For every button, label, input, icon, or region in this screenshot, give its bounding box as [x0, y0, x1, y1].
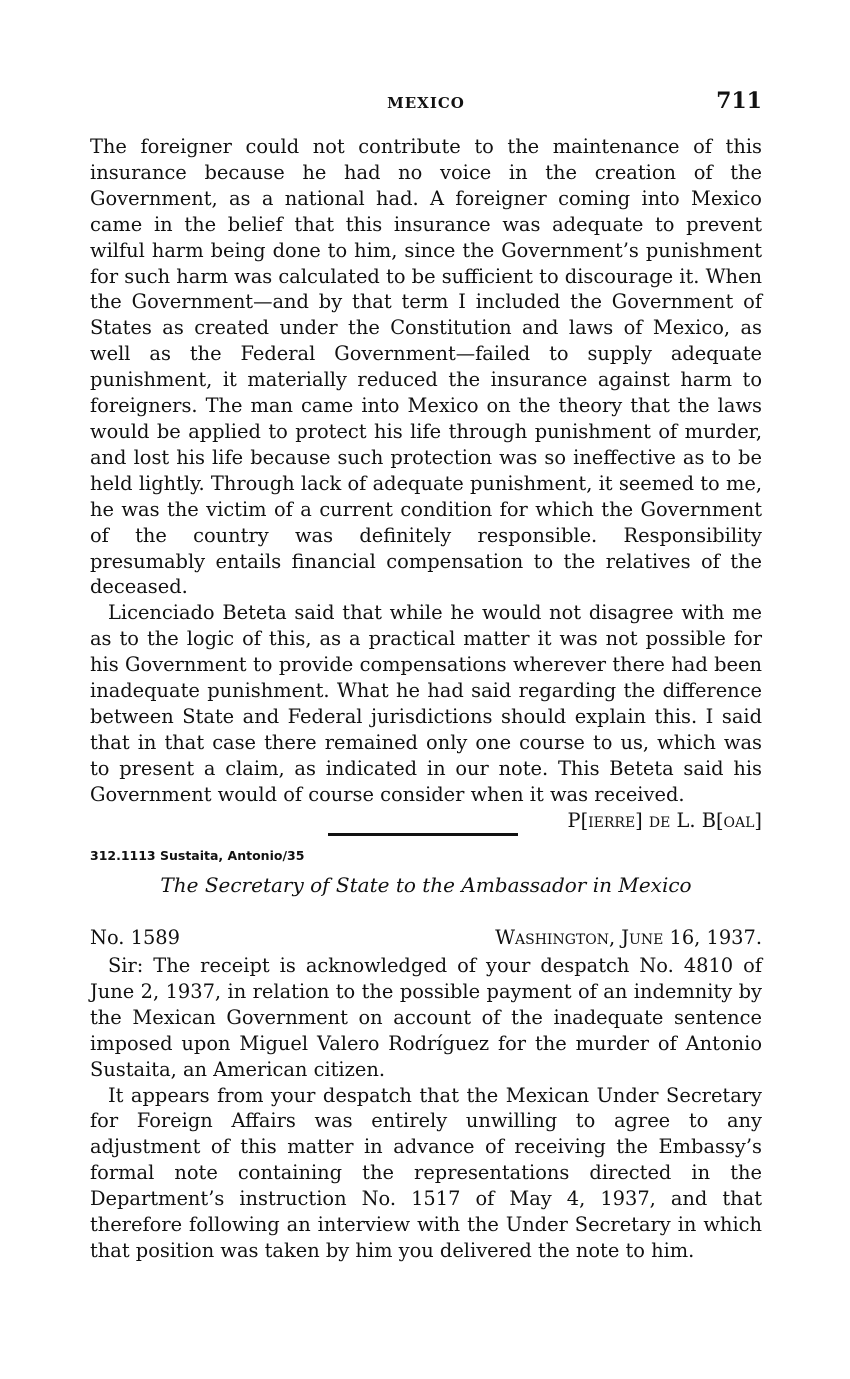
place-date: Washington, June 16, 1937.	[495, 926, 762, 949]
page-header	[90, 88, 762, 118]
document-title: The Secretary of State to the Ambassador in Mexico	[160, 873, 692, 897]
despatch-number: No. 1589	[90, 926, 180, 949]
dateline	[90, 926, 762, 952]
paragraph-insurance: The foreigner could not contribute to the maintenance of this insurance because he had no voice in the creation of the Government, as a national had. A foreigner coming into Mexico came in the belief that this insurance was adequate to prevent wilful harm being done to him, since the Government’s punishment for such harm was calculated to be sufficient to discourage it. When the Government—and by that term I included the Government of States as created under the Constitution and laws of Mexico, as well as the Federal Government—failed to supply adequate punishment, it materially reduced the insurance against harm to foreigners. The man came into Mexico on the theory that the laws would be applied to protect his life through punishment of murder, and lost his life because such protection was so ineffective as to be held lightly. Through lack of adequate punishment, it seemed to me, he was the victim of a current condition for which the Government of the country was definitely responsible. Responsibility presumably entails financial compensation to the relatives of the deceased.	[90, 135, 762, 599]
signature: P[ierre] de L. B[oal]	[567, 808, 762, 832]
section-divider	[328, 833, 518, 836]
body-section-2	[90, 953, 762, 1264]
running-title: MEXICO	[387, 94, 465, 112]
paragraph-despatch: It appears from your despatch that the Mexican Under Secretary for Foreign Affairs was entirely unwilling to agree to any adjustment of this matter in advance of receiving the Embassy’s formal note containing the representations directed in the Department’s instruction No. 1517 of May 4, 1937, and that therefore following an interview with the Under Secretary in which that position was taken by him you delivered the note to him.	[90, 1083, 762, 1262]
body-section-1	[90, 134, 762, 834]
file-reference: 312.1113 Sustaita, Antonio/35	[90, 848, 305, 863]
paragraph-beteta: Licenciado Beteta said that while he would not disagree with me as to the logic of this, as a practical matter it was not possible for his Government to provide compensations wherever there had been inadequate punishment. What he had said regarding the difference between State and Federal jurisdictions should explain this. I said that in that case there remained only one course to us, which was to present a claim, as indicated in our note. This Beteta said his Government would of course consider when it was received.	[90, 601, 762, 806]
page-number: 711	[716, 88, 762, 114]
paragraph-receipt: Sir: The receipt is acknowledged of your despatch No. 4810 of June 2, 1937, in relation to the possible payment of an indemnity by the Mexican Government on account of the inadequate sentence imposed upon Miguel Valero Rodríguez for the murder of Antonio Sustaita, an American citizen.	[90, 954, 762, 1081]
